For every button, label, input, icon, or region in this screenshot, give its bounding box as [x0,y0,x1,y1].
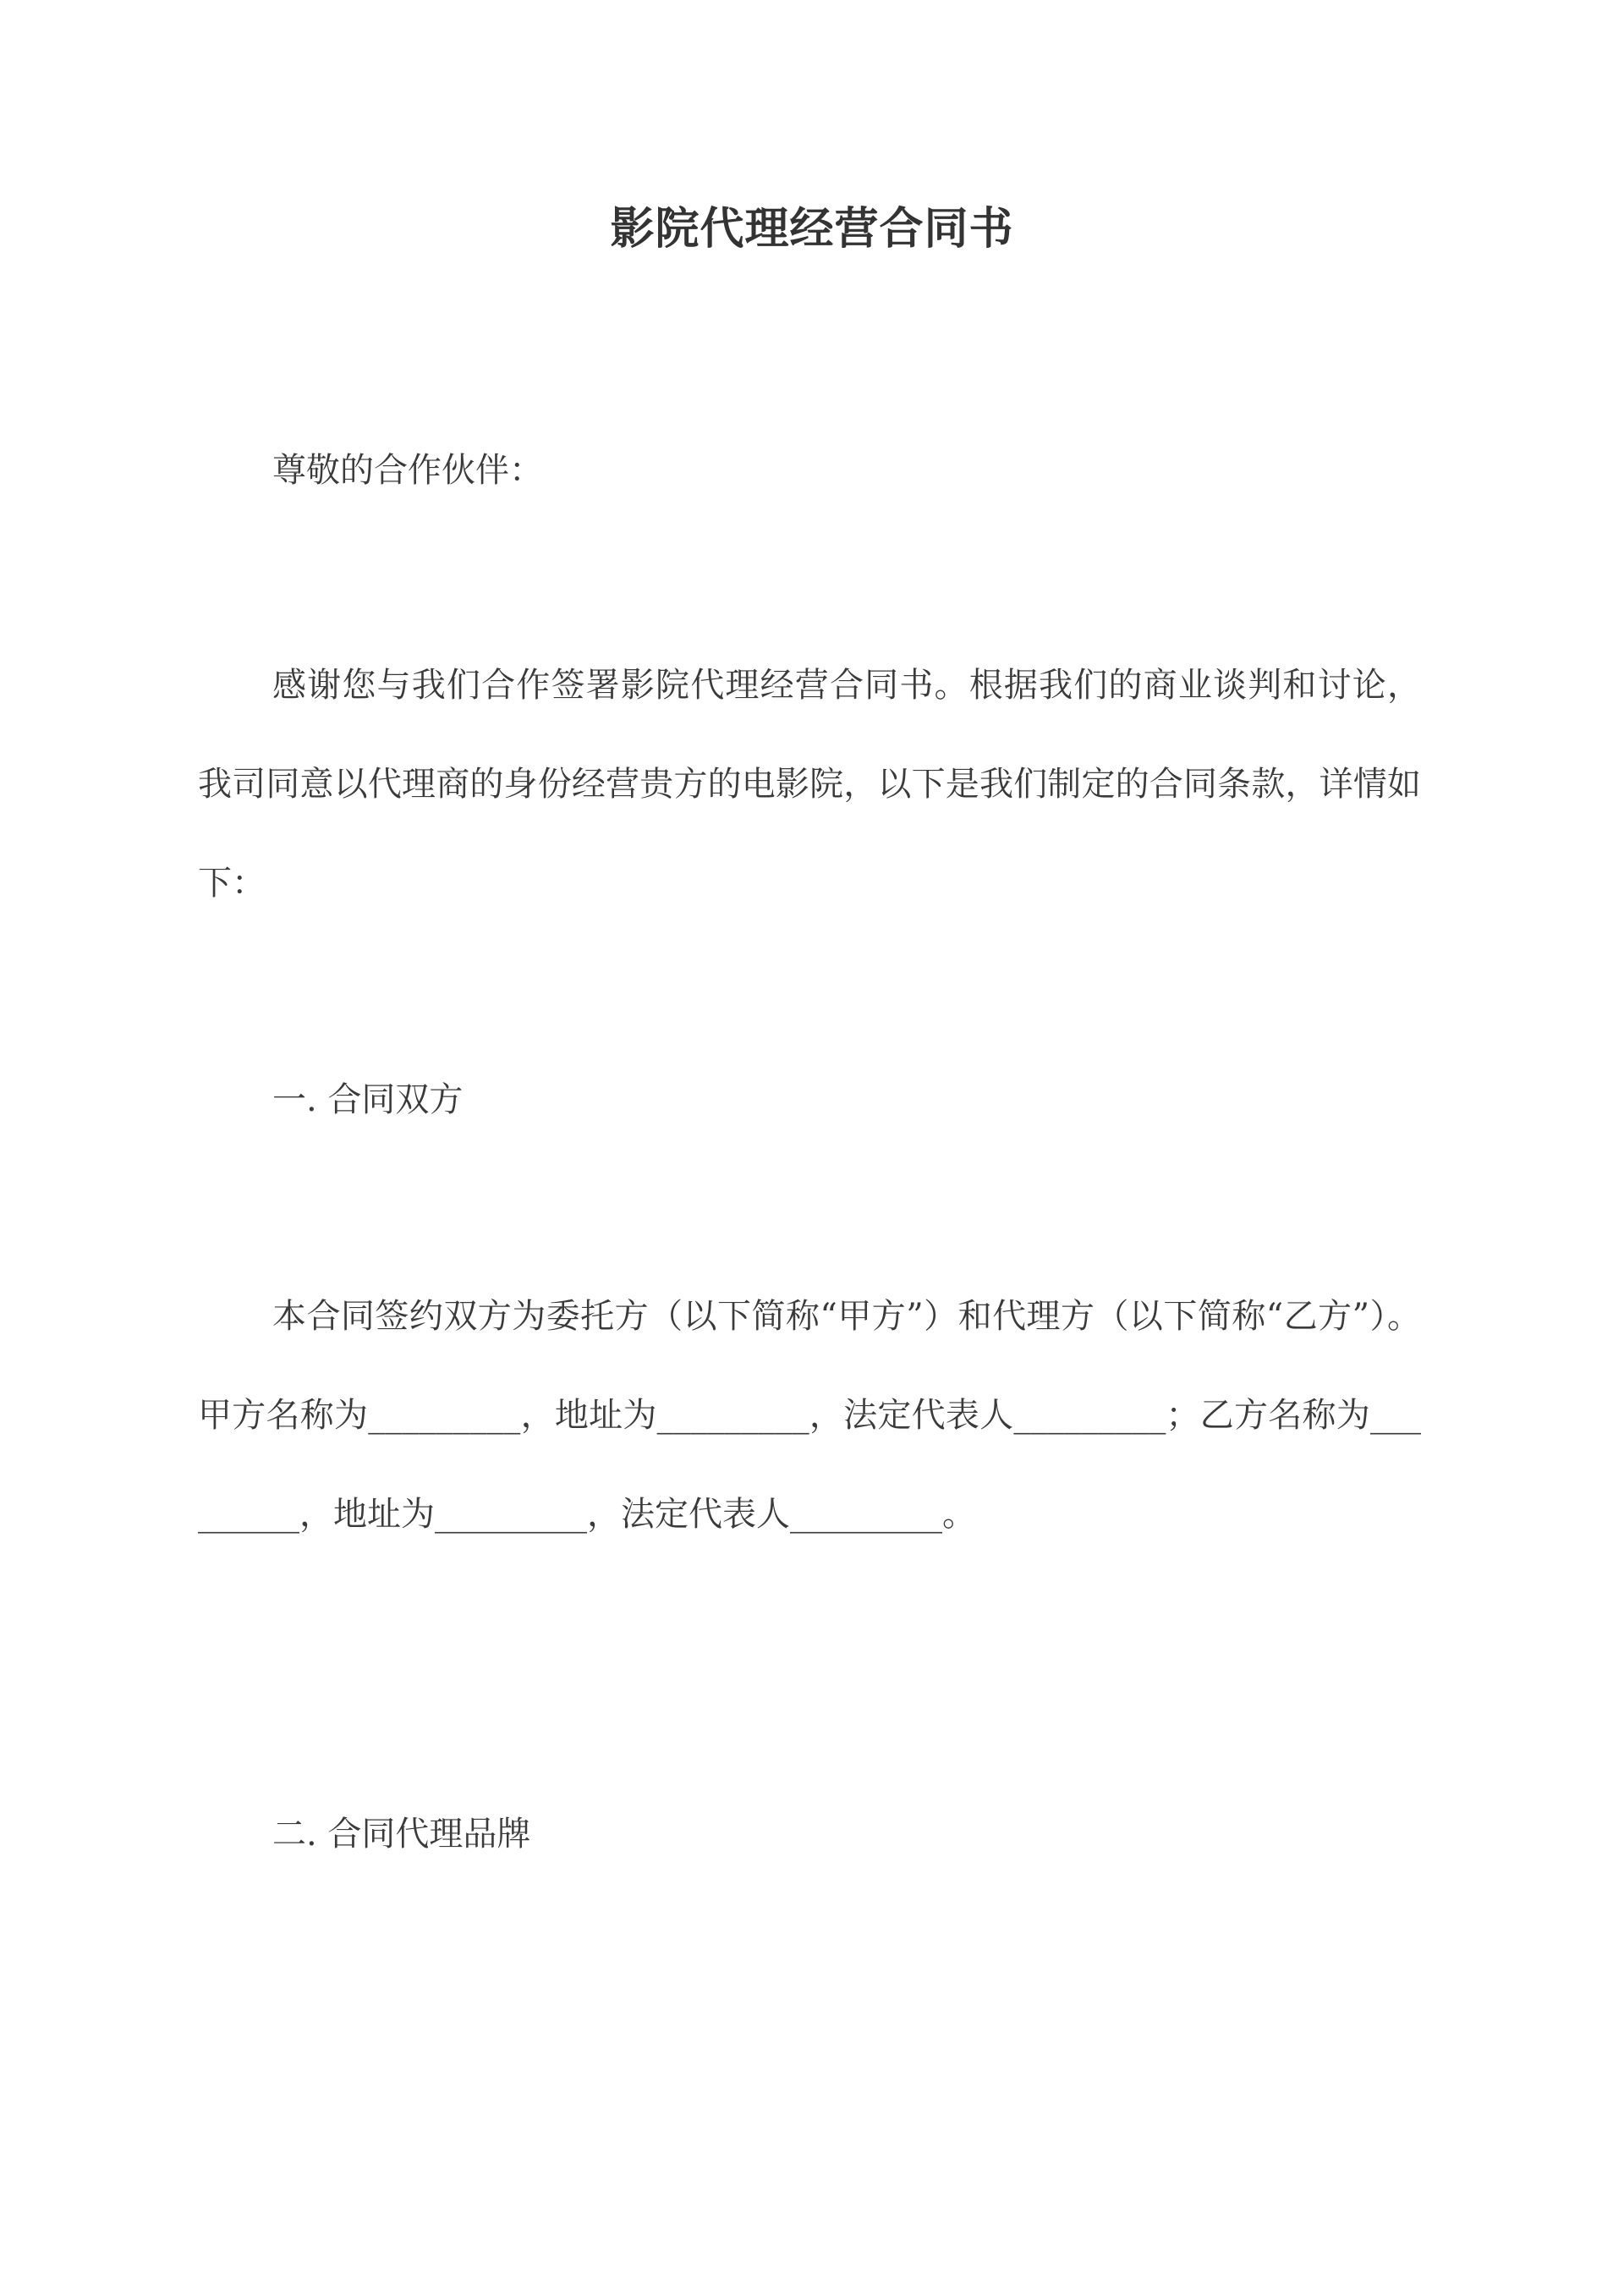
contract-parties-paragraph: 本合同签约双方为委托方（以下简称“甲方”）和代理方（以下简称“乙方”）。甲方名称为_________，地址为_________，法定代表人_________；乙方名称为_________，地址为_________，法定代表人_________。 [198,1297,1421,1534]
section-heading-agency-brand: 二. 合同代理品牌 [272,1815,531,1854]
document-title: 影院代理经营合同书 [610,203,1014,255]
intro-paragraph: 感谢您与我们合作签署影院代理经营合同书。根据我们的商业谈判和讨论，我司同意以代理商的身份经营贵方的电影院，以下是我们制定的合同条款，详情如下： [198,666,1421,903]
section-heading-contract-parties: 一. 合同双方 [272,1080,464,1119]
salutation: 尊敬的合作伙伴： [272,451,543,490]
